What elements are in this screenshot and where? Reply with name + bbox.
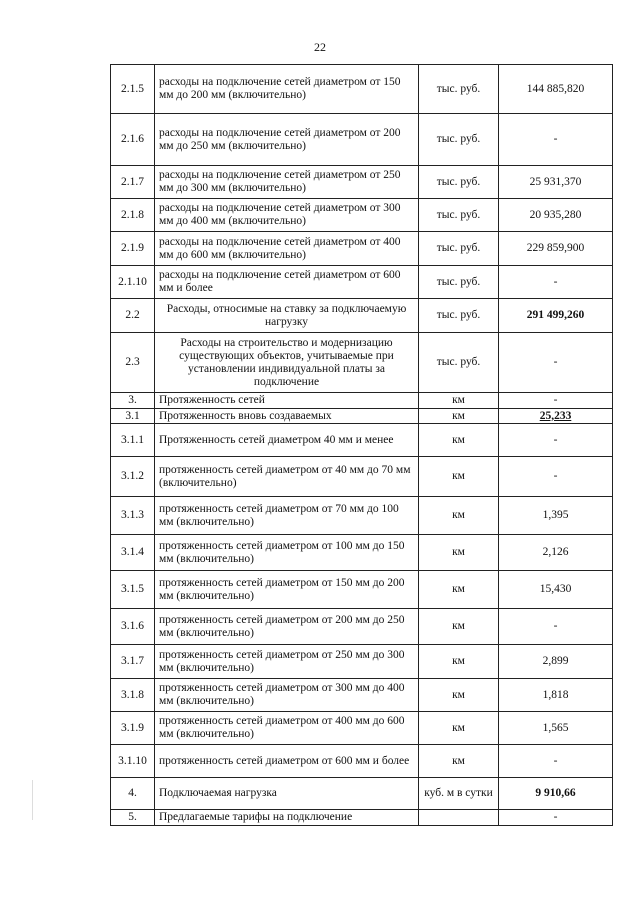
row-value: 25 931,370 [499, 166, 613, 199]
row-number: 3.1.6 [111, 609, 155, 645]
row-description: Протяженность сетей диаметром 40 мм и менее [155, 424, 419, 457]
row-description: протяженность сетей диаметром от 100 мм до 150 мм (включительно) [155, 535, 419, 571]
row-unit [419, 810, 499, 826]
row-number: 2.1.5 [111, 65, 155, 114]
row-description: расходы на подключение сетей диаметром от 400 мм до 600 мм (включительно) [155, 232, 419, 266]
table-row [111, 65, 613, 114]
scan-margin-mark [32, 780, 33, 820]
row-unit: км [419, 645, 499, 679]
table-row [111, 679, 613, 712]
table-row [111, 409, 613, 424]
row-unit: тыс. руб. [419, 65, 499, 114]
row-number: 3.1.3 [111, 497, 155, 535]
row-value: 25,233 [499, 409, 613, 424]
row-value: - [499, 424, 613, 457]
row-number: 3.1.4 [111, 535, 155, 571]
row-value: - [499, 266, 613, 299]
row-description: расходы на подключение сетей диаметром от 600 мм и более [155, 266, 419, 299]
row-description: Протяженность вновь создаваемых [155, 409, 419, 424]
row-description: протяженность сетей диаметром от 70 мм до 100 мм (включительно) [155, 497, 419, 535]
row-unit: тыс. руб. [419, 299, 499, 333]
row-value: 2,899 [499, 645, 613, 679]
row-description: Расходы, относимые на ставку за подключаемую нагрузку [155, 299, 419, 333]
row-number: 2.1.6 [111, 114, 155, 166]
row-value: - [499, 609, 613, 645]
row-value: 144 885,820 [499, 65, 613, 114]
table-row [111, 299, 613, 333]
row-unit: тыс. руб. [419, 333, 499, 393]
row-unit: км [419, 745, 499, 778]
row-value: - [499, 810, 613, 826]
row-description: расходы на подключение сетей диаметром от 300 мм до 400 мм (включительно) [155, 199, 419, 232]
row-description: протяженность сетей диаметром от 300 мм до 400 мм (включительно) [155, 679, 419, 712]
row-unit: тыс. руб. [419, 199, 499, 232]
row-number: 3.1.7 [111, 645, 155, 679]
row-value: - [499, 114, 613, 166]
row-description: протяженность сетей диаметром от 150 мм до 200 мм (включительно) [155, 571, 419, 609]
row-value: 2,126 [499, 535, 613, 571]
table-row [111, 424, 613, 457]
row-number: 2.3 [111, 333, 155, 393]
table-row [111, 712, 613, 745]
table-row [111, 333, 613, 393]
table-row [111, 645, 613, 679]
page-number: 22 [314, 40, 326, 54]
row-unit: км [419, 571, 499, 609]
table-row [111, 232, 613, 266]
row-unit: тыс. руб. [419, 166, 499, 199]
row-value: - [499, 745, 613, 778]
row-number: 2.2 [111, 299, 155, 333]
row-unit: км [419, 409, 499, 424]
row-unit: км [419, 712, 499, 745]
row-unit: тыс. руб. [419, 232, 499, 266]
table-row [111, 393, 613, 409]
table-row [111, 457, 613, 497]
tariff-table [110, 64, 613, 826]
row-description: Расходы на строительство и модернизацию существующих объектов, учитываемые при установлении индивидуальной платы за подключение [155, 333, 419, 393]
row-number: 3.1.9 [111, 712, 155, 745]
row-description: Подключаемая нагрузка [155, 778, 419, 810]
row-description: протяженность сетей диаметром от 400 мм до 600 мм (включительно) [155, 712, 419, 745]
row-number: 4. [111, 778, 155, 810]
table-row [111, 199, 613, 232]
row-number: 3.1 [111, 409, 155, 424]
table-row [111, 497, 613, 535]
row-value: 15,430 [499, 571, 613, 609]
table-row [111, 745, 613, 778]
row-number: 3.1.2 [111, 457, 155, 497]
row-value: 229 859,900 [499, 232, 613, 266]
row-unit: км [419, 457, 499, 497]
row-value: 1,818 [499, 679, 613, 712]
row-value: 20 935,280 [499, 199, 613, 232]
row-unit: км [419, 424, 499, 457]
table-row [111, 114, 613, 166]
row-number: 3. [111, 393, 155, 409]
table-row [111, 778, 613, 810]
row-description: протяженность сетей диаметром от 200 мм до 250 мм (включительно) [155, 609, 419, 645]
table-row [111, 609, 613, 645]
table-row [111, 810, 613, 826]
row-unit: км [419, 393, 499, 409]
row-number: 3.1.8 [111, 679, 155, 712]
table-row [111, 266, 613, 299]
row-number: 3.1.5 [111, 571, 155, 609]
table-row [111, 571, 613, 609]
row-description: расходы на подключение сетей диаметром от 150 мм до 200 мм (включительно) [155, 65, 419, 114]
row-description: протяженность сетей диаметром от 250 мм до 300 мм (включительно) [155, 645, 419, 679]
row-description: протяженность сетей диаметром от 600 мм и более [155, 745, 419, 778]
row-value: 9 910,66 [499, 778, 613, 810]
row-value: - [499, 457, 613, 497]
row-value: - [499, 393, 613, 409]
row-unit: тыс. руб. [419, 114, 499, 166]
row-description: Предлагаемые тарифы на подключение [155, 810, 419, 826]
row-number: 3.1.1 [111, 424, 155, 457]
row-unit: км [419, 535, 499, 571]
row-unit: км [419, 679, 499, 712]
row-unit: тыс. руб. [419, 266, 499, 299]
row-number: 5. [111, 810, 155, 826]
row-unit: км [419, 609, 499, 645]
row-unit: куб. м в сутки [419, 778, 499, 810]
row-description: расходы на подключение сетей диаметром от 250 мм до 300 мм (включительно) [155, 166, 419, 199]
table-row [111, 166, 613, 199]
row-value: 291 499,260 [499, 299, 613, 333]
row-value: 1,395 [499, 497, 613, 535]
table-row [111, 535, 613, 571]
row-value: - [499, 333, 613, 393]
row-number: 2.1.8 [111, 199, 155, 232]
row-value: 1,565 [499, 712, 613, 745]
row-number: 2.1.9 [111, 232, 155, 266]
row-number: 2.1.7 [111, 166, 155, 199]
row-unit: км [419, 497, 499, 535]
row-description: Протяженность сетей [155, 393, 419, 409]
row-number: 3.1.10 [111, 745, 155, 778]
row-description: протяженность сетей диаметром от 40 мм до 70 мм (включительно) [155, 457, 419, 497]
row-description: расходы на подключение сетей диаметром от 200 мм до 250 мм (включительно) [155, 114, 419, 166]
row-number: 2.1.10 [111, 266, 155, 299]
